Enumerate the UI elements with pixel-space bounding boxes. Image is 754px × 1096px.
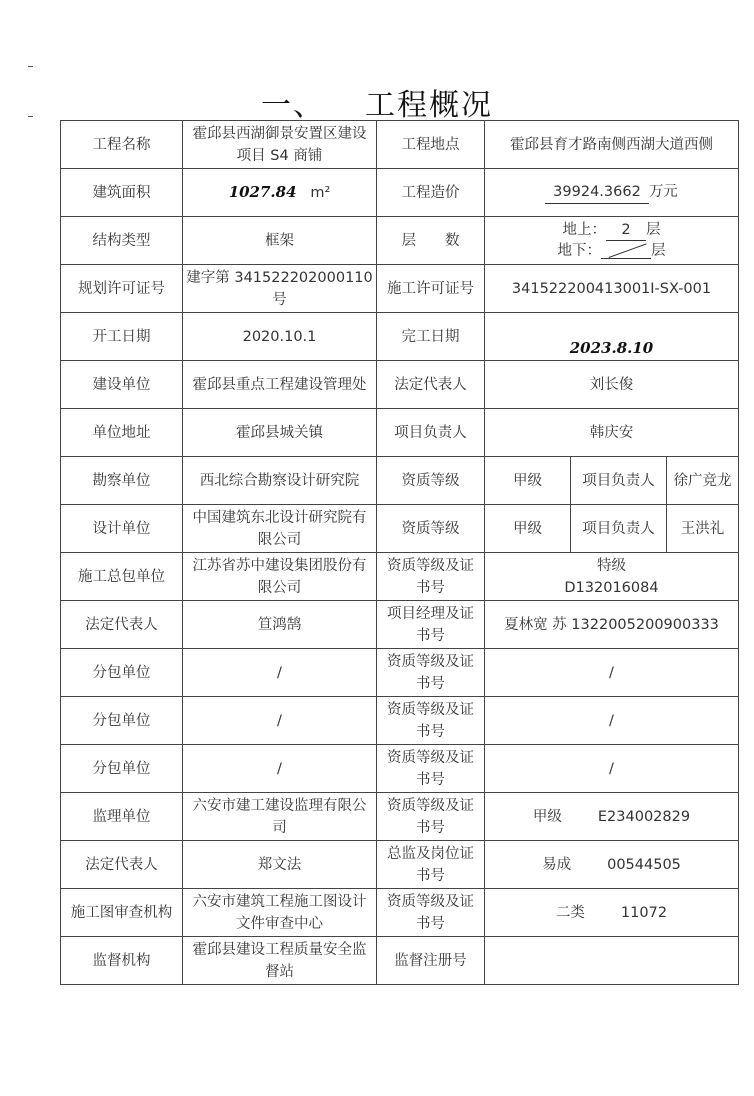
value: 六安市建筑工程施工图设计文件审查中心: [183, 889, 377, 937]
label: 单位地址: [61, 409, 183, 457]
value: [485, 217, 739, 265]
label: 开工日期: [61, 313, 183, 361]
label: 工程造价: [377, 169, 485, 217]
table-row: [61, 889, 739, 937]
value: 霍邱县西湖御景安置区建设项目 S4 商铺: [183, 121, 377, 169]
label: 施工图审查机构: [61, 889, 183, 937]
value: [485, 793, 739, 841]
label: 资质等级: [377, 505, 485, 553]
label: 建设单位: [61, 361, 183, 409]
value: 韩庆安: [485, 409, 739, 457]
value: 霍邱县城关镇: [183, 409, 377, 457]
grade: 特级: [597, 557, 626, 574]
label: 项目经理及证书号: [377, 601, 485, 649]
table-row: [61, 121, 739, 169]
label: 监督机构: [61, 937, 183, 985]
title-text: 工程概况: [365, 88, 493, 123]
label: 规划许可证号: [61, 265, 183, 313]
table-row: [61, 793, 739, 841]
value: [485, 889, 739, 937]
label: 项目负责人: [571, 505, 667, 553]
label: 法定代表人: [377, 361, 485, 409]
value: /: [183, 649, 377, 697]
label: 工程地点: [377, 121, 485, 169]
label: 资质等级: [377, 457, 485, 505]
table-row: [61, 313, 739, 361]
label: 资质等级及证书号: [377, 889, 485, 937]
scan-mark: [28, 66, 33, 67]
value: 建字第 341522202000110 号: [183, 265, 377, 313]
label: 分包单位: [61, 697, 183, 745]
cert-number: 11072: [620, 904, 668, 921]
value: 341522200413001I-SX-001: [485, 265, 739, 313]
name: 易成: [542, 856, 572, 873]
table-row: [61, 217, 739, 265]
label: 完工日期: [377, 313, 485, 361]
table-row: [61, 745, 739, 793]
value: 霍邱县建设工程质量安全监督站: [183, 937, 377, 985]
table-row: [61, 361, 739, 409]
table-row: [61, 841, 739, 889]
value: /: [183, 697, 377, 745]
below-ground-label: 地下：: [557, 243, 601, 259]
value: [485, 937, 739, 985]
value: [485, 313, 739, 361]
above-ground-label: 地上：: [562, 222, 606, 238]
label: 建筑面积: [61, 169, 183, 217]
title-number: 一、: [261, 88, 325, 123]
value: 中国建筑东北设计研究院有限公司: [183, 505, 377, 553]
value: [183, 169, 377, 217]
value: 刘长俊: [485, 361, 739, 409]
grade: 甲级: [485, 457, 571, 505]
value: [485, 841, 739, 889]
value: 江苏省苏中建设集团股份有限公司: [183, 553, 377, 601]
label: 项目负责人: [571, 457, 667, 505]
grade: 甲级: [485, 505, 571, 553]
table-row: [61, 649, 739, 697]
cert-number: D132016084: [564, 579, 659, 596]
project-overview-table: [60, 120, 739, 985]
label: 监理单位: [61, 793, 183, 841]
label: 项目负责人: [377, 409, 485, 457]
slash-mark: [601, 244, 651, 259]
unit: 万元: [648, 184, 678, 200]
page-title: [0, 80, 754, 124]
value: 霍邱县重点工程建设管理处: [183, 361, 377, 409]
label: 施工许可证号: [377, 265, 485, 313]
handwritten-date: 2023.8.10: [569, 339, 654, 357]
table-row: [61, 697, 739, 745]
table-row: [61, 409, 739, 457]
value: /: [485, 649, 739, 697]
unit: 层: [646, 222, 661, 238]
value: 框架: [183, 217, 377, 265]
table-row: [61, 553, 739, 601]
cost-value: 39924.3662: [545, 181, 649, 204]
value: 夏林宽 苏 1322005200900333: [485, 601, 739, 649]
table-row: [61, 265, 739, 313]
above-ground-value: 2: [606, 220, 646, 241]
value: [485, 169, 739, 217]
unit: m²: [310, 185, 331, 201]
label: 层 数: [377, 217, 485, 265]
value: [485, 553, 739, 601]
value: 徐广竞龙: [667, 457, 739, 505]
label: 分包单位: [61, 745, 183, 793]
cert-number: E234002829: [597, 808, 691, 825]
value: /: [485, 745, 739, 793]
label: 资质等级及证书号: [377, 649, 485, 697]
table-row: [61, 505, 739, 553]
value: /: [183, 745, 377, 793]
value: 六安市建工建设监理有限公司: [183, 793, 377, 841]
cert-number: 00544505: [607, 856, 681, 873]
label: 资质等级及证书号: [377, 697, 485, 745]
value: 王洪礼: [667, 505, 739, 553]
table-row: [61, 937, 739, 985]
label: 资质等级及证书号: [377, 793, 485, 841]
unit: 层: [651, 243, 666, 259]
label: 总监及岗位证书号: [377, 841, 485, 889]
value: 笪鸿鹄: [183, 601, 377, 649]
grade: 二类: [555, 904, 585, 921]
label: 分包单位: [61, 649, 183, 697]
value: /: [485, 697, 739, 745]
table-row: [61, 457, 739, 505]
label: 监督注册号: [377, 937, 485, 985]
value: 西北综合勘察设计研究院: [183, 457, 377, 505]
table-row: [61, 601, 739, 649]
value: 2020.10.1: [183, 313, 377, 361]
label: 法定代表人: [61, 601, 183, 649]
label: 勘察单位: [61, 457, 183, 505]
value: 霍邱县育才路南侧西湖大道西侧: [485, 121, 739, 169]
grade: 甲级: [532, 808, 562, 825]
value: 郑文法: [183, 841, 377, 889]
label: 结构类型: [61, 217, 183, 265]
label: 施工总包单位: [61, 553, 183, 601]
label: 资质等级及证书号: [377, 745, 485, 793]
label: 设计单位: [61, 505, 183, 553]
label: 资质等级及证书号: [377, 553, 485, 601]
label: 工程名称: [61, 121, 183, 169]
label: 法定代表人: [61, 841, 183, 889]
table-row: [61, 169, 739, 217]
handwritten-area: 1027.84: [228, 183, 297, 201]
